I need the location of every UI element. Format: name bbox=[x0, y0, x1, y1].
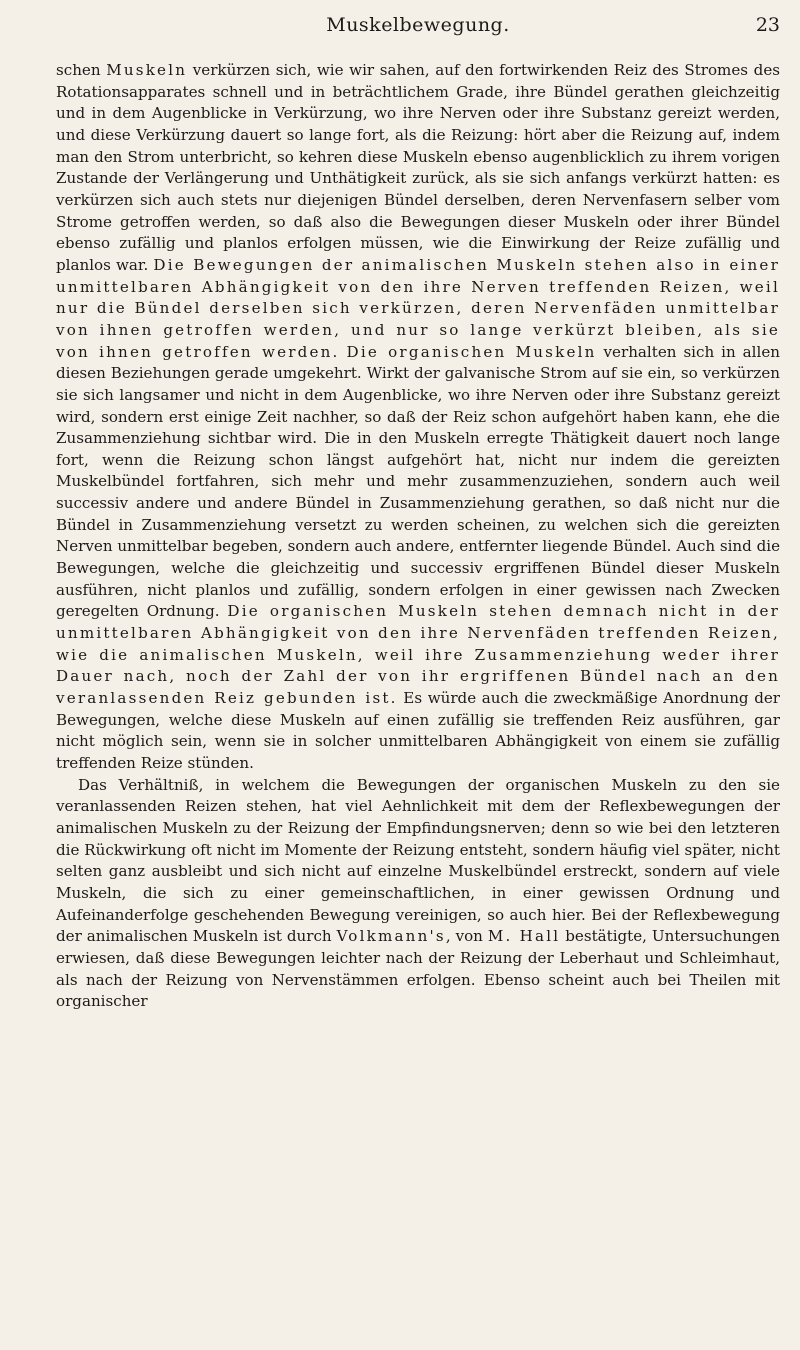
running-title: Muskelbewegung. bbox=[326, 14, 510, 36]
page-number: 23 bbox=[755, 14, 780, 36]
text-run: verhalten sich in allen diesen Beziehungen gerade umgekehrt. Wirkt der galvanische Strom auf sie ein, so verkürzen sie sich langsamer und nicht in dem Augenblicke, wo ihre Nerven oder ihre Substanz gereizt wird, sondern erst einige Zeit nachher, so daß der Reiz schon aufgehört haben kann, ehe die Zusammenziehung sichtbar wird. Die in den Muskeln erregte Thätigkeit dauert noch lange fort, wenn die Reizung schon längst aufgehört hat, nicht nur indem die gereizten Muskelbündel fortfahren, sich mehr und mehr zusammenzuziehen, sondern auch weil successiv andere und andere Bündel in Zusammenziehung gerathen, so daß nicht nur die Bündel in Zusammenziehung versetzt zu werden scheinen, zu welchen sich die gereizten Nerven unmittelbar begeben, sondern auch andere, entfernter liegende Bündel. Auch sind die Bewegungen, welche die gleichzeitig und successiv ergriffenen Bündel dieser Muskeln ausführen, nicht planlos und zufällig, sondern erfolgen in einer gewissen nach Zwecken geregelten Ordnung. bbox=[56, 342, 781, 621]
emphasized-text: Volkmann's bbox=[336, 927, 446, 946]
text-run: Es würde auch die zweckmäßige Anordnung der Bewegungen, welche diese Muskeln auf einen zufällig sie treffenden Reiz ausführen, gar nicht möglich sein, wenn sie in solcher unmittelbaren Abhängigkeit von einem sie zufällig treffenden Reize stünden. bbox=[56, 689, 781, 772]
paragraph bbox=[56, 775, 780, 1013]
text-run: , von bbox=[445, 927, 488, 946]
emphasized-text: Die organischen Muskeln bbox=[346, 342, 597, 361]
emphasized-text: Muskeln bbox=[106, 61, 188, 79]
text-run: schen bbox=[56, 61, 107, 79]
paragraph bbox=[56, 60, 780, 775]
emphasized-text: M. Hall bbox=[487, 927, 561, 946]
text-run: verkürzen sich, wie wir sahen, auf den fortwirkenden Reiz des Stromes des Rotationsapparates schnell und in beträchtlichem Grade, ihre Bündel gerathen gleichzeitig und in dem Augenblicke in Verkürzung, wo ihre Nerven oder ihre Substanz gereizt werden, und diese Verkürzung dauert so lange fort, als die Reizung: hört aber die Reizung auf, indem man den Strom unterbricht, so kehren diese Muskeln ebenso augenblicklich zu ihrem vorigen Zustande der Verlängerung und Unthätigkeit zurück, als sie sich anfangs verkürzt hatten: es verkürzen sich auch stets nur diejenigen Bündel derselben, deren Nervenfasern selber vom Strome getroffen werden, so daß also die Bewegungen dieser Muskeln oder ihrer Bündel ebenso zufällig und planlos erfolgen müssen, wie die Einwirkung der Reize zufällig und planlos war. bbox=[56, 61, 780, 274]
page-header bbox=[56, 14, 780, 44]
emphasized-text: Die Bewegungen der animalischen Muskeln stehen also in einer unmittelbaren Abhängigkeit von den ihre Nerven treffenden Reizen, weil nur die Bündel derselben sich verkürzen, deren Nervenfäden unmittelbar von ihnen getroffen werden, und nur so lange verkürzt bleiben, als sie von ihnen getroffen werden. bbox=[56, 255, 780, 361]
emphasized-text: Die organischen Muskeln stehen demnach nicht in der unmittelbaren Abhängigkeit von den ihre Nervenfäden treffenden Reizen, wie die animalischen Muskeln, weil ihre Zusammenziehung weder ihrer Dauer nach, noch der Zahl der von ihr ergriffenen Bündel nach an den veranlassenden Reiz gebunden ist. bbox=[56, 602, 780, 708]
text-run: Das Verhältniß, in welchem die Bewegungen der organischen Muskeln zu den sie veranlassenden Reizen stehen, hat viel Aehnlichkeit mit dem der Reflexbewegungen der animalischen Muskeln zu der Reizung der Empfindungsnerven; denn so wie bei den letzteren die Rückwirkung oft nicht im Momente der Reizung entsteht, sondern häufig viel später, nicht selten ganz ausbleibt und sich nicht auf einzelne Muskelbündel erstreckt, sondern auf viele Muskeln, die sich zu einer gemeinschaftlichen, in einer gewissen Ordnung und Aufeinanderfolge geschehenden Bewegung vereinigen, so auch hier. Bei der Reflexbewegung der animalischen Muskeln ist durch bbox=[56, 775, 780, 946]
text-run: bestätigte, Untersuchungen erwiesen, daß diese Bewegungen leichter nach der Reizung der Leberhaut und Schleimhaut, als nach der Reizung von Nervenstämmen erfolgen. Ebenso scheint auch bei Theilen mit organischer bbox=[56, 927, 780, 1011]
body-text bbox=[56, 60, 780, 1013]
text-run bbox=[340, 343, 347, 361]
